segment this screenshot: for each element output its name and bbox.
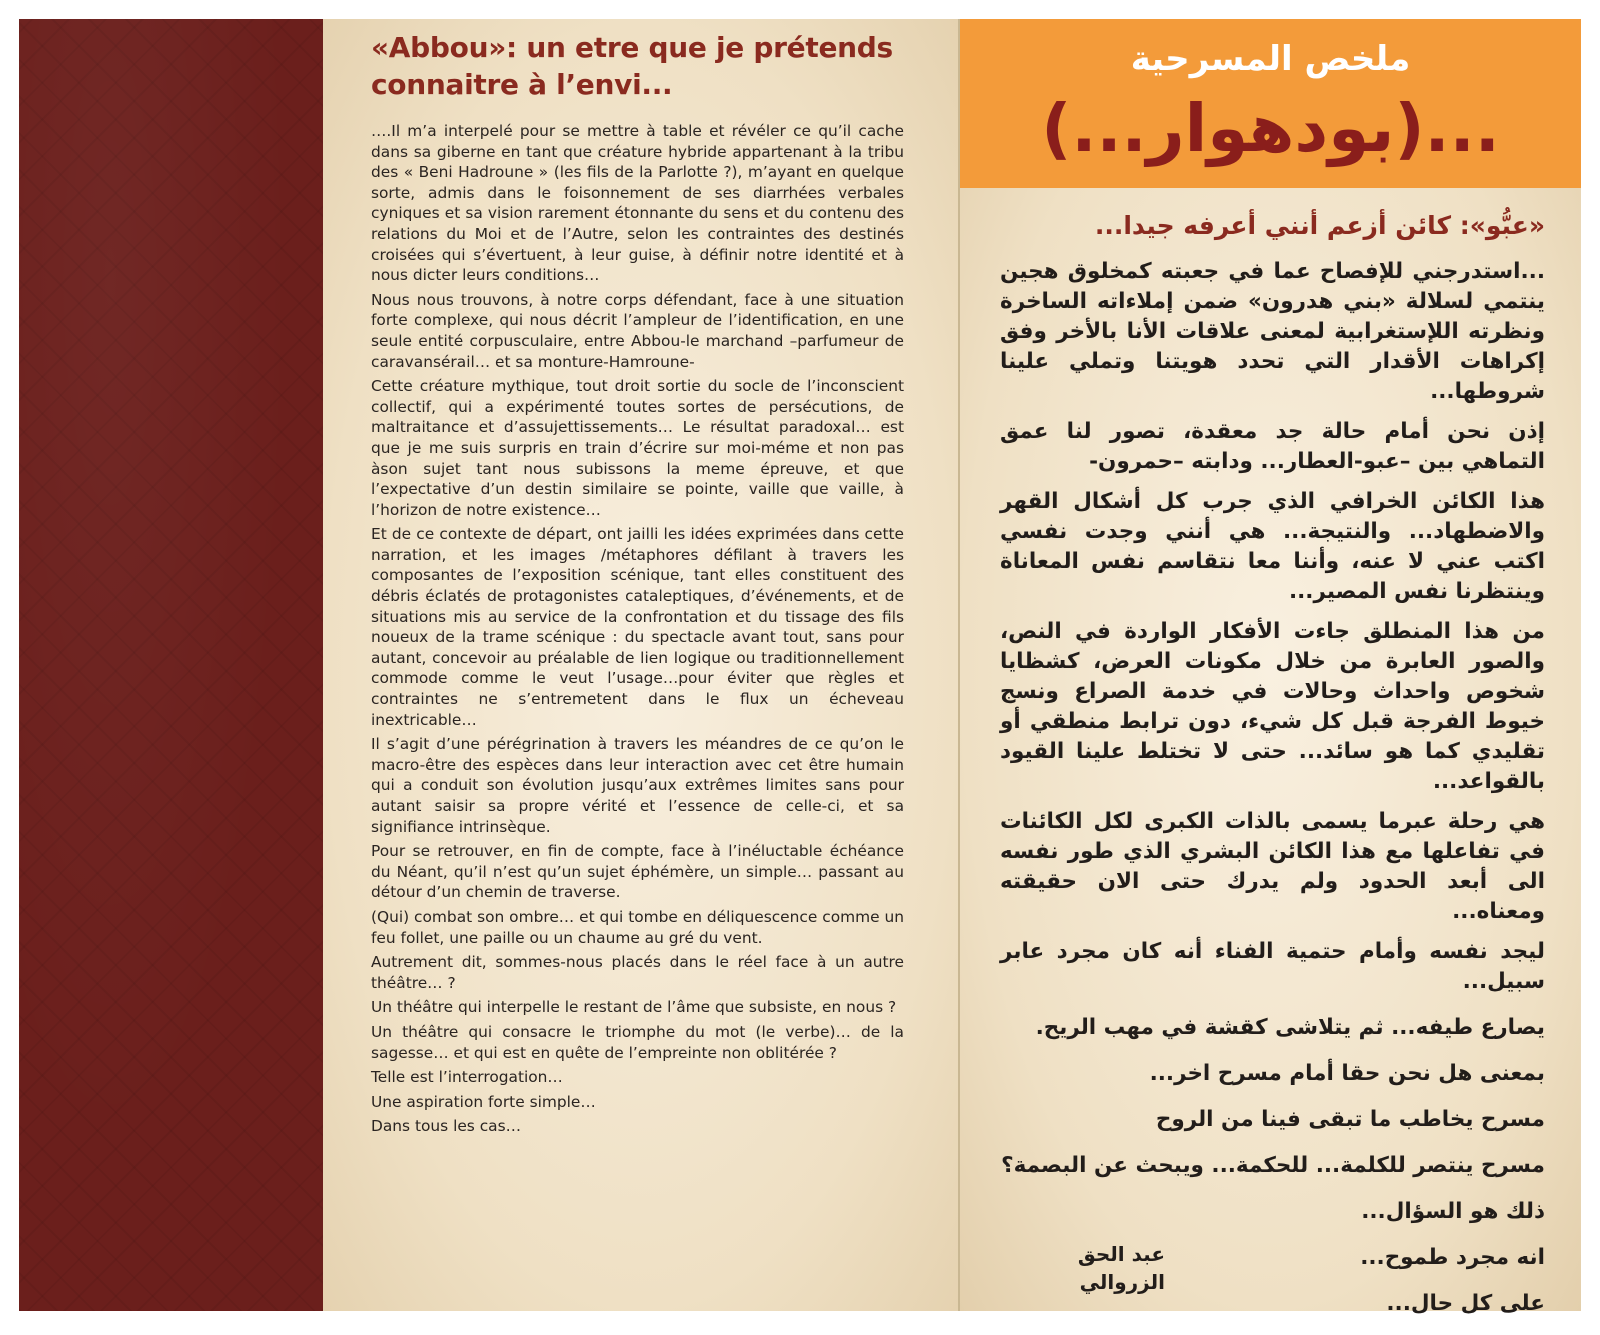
french-paragraph: Une aspiration forte simple… <box>371 1092 596 1111</box>
french-paragraph: Et de ce contexte de départ, ont jailli les idées exprimées dans cette narration, et les images /métaphores défilant à travers les composantes de l’exposition scénique, tant elles constituent des débris éclatés de protagonistes cataleptiques, d’événements, et de situations mis au service de la confrontation et du tissage des fils noueux de la trame scénique : du spectacle avant tout, sans pour autant, concevoir au préalable de lien logique ou traditionnellement commode comme le veut l’usage…pour éviter que règles et contraintes ne s’entremetent dans le flux un écheveau inextricable… <box>371 525 904 729</box>
french-column <box>323 19 958 1311</box>
french-paragraph: Pour se retrouver, en fin de compte, face à l’inéluctable échéance du Néant, qu’il n’est qu’un sujet éphémère, un simple… passant au détour d’un chemin de traverse. <box>371 842 904 902</box>
french-paragraph: Dans tous les cas… <box>371 1117 522 1136</box>
arabic-line: على كل حال... <box>1386 1291 1545 1316</box>
french-paragraph: Telle est l’interrogation… <box>371 1068 563 1087</box>
french-paragraph: Un théâtre qui interpelle le restant de l’âme que subsiste, en nous ? <box>371 998 897 1017</box>
arabic-line: ليجد نفسه وأمام حتمية الفناء أنه كان مجرد عابر سبيل... <box>1000 939 1545 994</box>
french-paragraph: Nous nous trouvons, à notre corps défendant, face à une situation forte complexe, qui nous décrit l’ampleur de l’identification, en une seule entité corpusculaire, entre Abbou-le marchand –parfumeur de caravansérail… et sa monture-Hamroune- <box>371 290 904 371</box>
arabic-paragraph: هي رحلة عبرما يسمى بالذات الكبرى لكل الكائنات في تفاعلها مع هذا الكائن البشري الذي طور نفسه الى أبعد الحدود ولم يدرك حتى الان حقيقته ومعناه... <box>1000 809 1545 924</box>
arabic-column <box>960 19 1581 1316</box>
arabic-line: مسرح يخاطب ما تبقى فينا من الروح <box>1155 1107 1545 1132</box>
arabic-paragraph: ...استدرجني للإفصاح عما في جعبته كمخلوق هجين ينتمي لسلالة «بني هدرون» ضمن إملاءاته الساخرة ونظرته اللإستغرابية لمعنى علاقات الأنا بالأخر وفق إكراهات الأقدار التي تحدد هويتنا وتملي علينا شروطها... <box>1000 259 1545 404</box>
play-title: ...(بودهوار...) <box>1041 90 1500 167</box>
play-summary-label: ملخص المسرحية <box>1130 39 1411 79</box>
french-title: «Abbou»: un etre que je prétends connaitre à l’envi... <box>371 31 893 101</box>
arabic-paragraph: هذا الكائن الخرافي الذي جرب كل أشكال القهر والاضطهاد... والنتيجة... هي أنني وجدت نفسي اكتب عني لا عنه، وأننا معا نتقاسم نفس المعاناة وينتظرنا نفس المصير... <box>1000 489 1545 604</box>
arabic-body <box>1000 209 1545 1335</box>
arabic-paragraph: إذن نحن أمام حالة جد معقدة، تصور لنا عمق التماهي بين –عبو-العطار... ودابته –حمرون- <box>1000 419 1545 474</box>
french-paragraph: ….Il m’a interpelé pour se mettre à table et révéler ce qu’il cache dans sa giberne en tant que créature hybride appartenant à la tribu des « Beni Hadroune » (les fils de la Parlotte ?), m’ayant en quelque sorte, admis dans le foisonnement de ses diarrhées verbales cyniques et sa vision rarement étonnante du sens et du contenu des relations du Moi et de l’Autre, selon les contraintes des destinés croisées qui s’évertuent, à leur guise, à définir notre identité et à nous dicter leurs conditions… <box>371 122 904 285</box>
author-name: عبد الحق الزروالي <box>1077 1242 1165 1294</box>
brown-cover-panel <box>19 19 323 1311</box>
french-paragraph: Il s’agit d’une pérégrination à travers les méandres de ce qu’on le macro-être des espèces dans leur interaction avec cet être humain qui a conduit son évolution jusqu’aux extrêmes limites sans pour autant saisir sa propre vérité et l’essence de celle-ci, et sa signifiance intrinsèque. <box>371 735 904 836</box>
arabic-line: مسرح ينتصر للكلمة... للحكمة... ويبحث عن البصمة؟ <box>1001 1153 1545 1178</box>
arabic-line: انه مجرد طموح... <box>1360 1245 1545 1270</box>
french-paragraph: (Qui) combat son ombre… et qui tombe en déliquescence comme un feu follet, une paille ou un chaume au gré du vent. <box>371 907 904 947</box>
arabic-line: يصارع طيفه... ثم يتلاشى كقشة في مهب الريح. <box>1035 1015 1545 1040</box>
french-paragraph: Cette créature mythique, tout droit sortie du socle de l’inconscient collectif, qui a expérimenté toutes sortes de persécutions, de maltraitance et d’assujettissements… Le résultat paradoxal… est que je me suis surpris en train d’écrire sur moi-méme et non pas àson sujet tant nous subissons la meme épreuve, et que l’expectative d’un destin similaire se pointe, vaille que vaille, à l’horizon de notre existence… <box>371 377 904 519</box>
arabic-heading: «عبُّو»: كائن أزعم أنني أعرفه جيدا... <box>1094 211 1545 240</box>
arabic-line: بمعنى هل نحن حقا أمام مسرح اخر... <box>1149 1061 1545 1086</box>
french-paragraph: Autrement dit, sommes-nous placés dans le réel face à un autre théâtre… ? <box>371 953 904 992</box>
arabic-paragraph: من هذا المنطلق جاءت الأفكار الواردة في النص، والصور العابرة من خلال مكونات العرض، كشظايا شخوص واحداث وحالات في خدمة الصراع ونسج خيوط الفرجة قبل كل شيء، دون ترابط منطقي أو تقليدي كما هو سائد... حتى لا تختلط علينا القيود بالقواعد... <box>1000 619 1545 794</box>
french-body <box>371 121 904 1137</box>
title-banner <box>960 19 1581 188</box>
arabic-line: ذلك هو السؤال... <box>1361 1199 1545 1224</box>
french-paragraph: Un théâtre qui consacre le triomphe du mot (le verbe)… de la sagesse… et qui est en quête de l’empreinte non oblitérée ? <box>371 1022 904 1062</box>
